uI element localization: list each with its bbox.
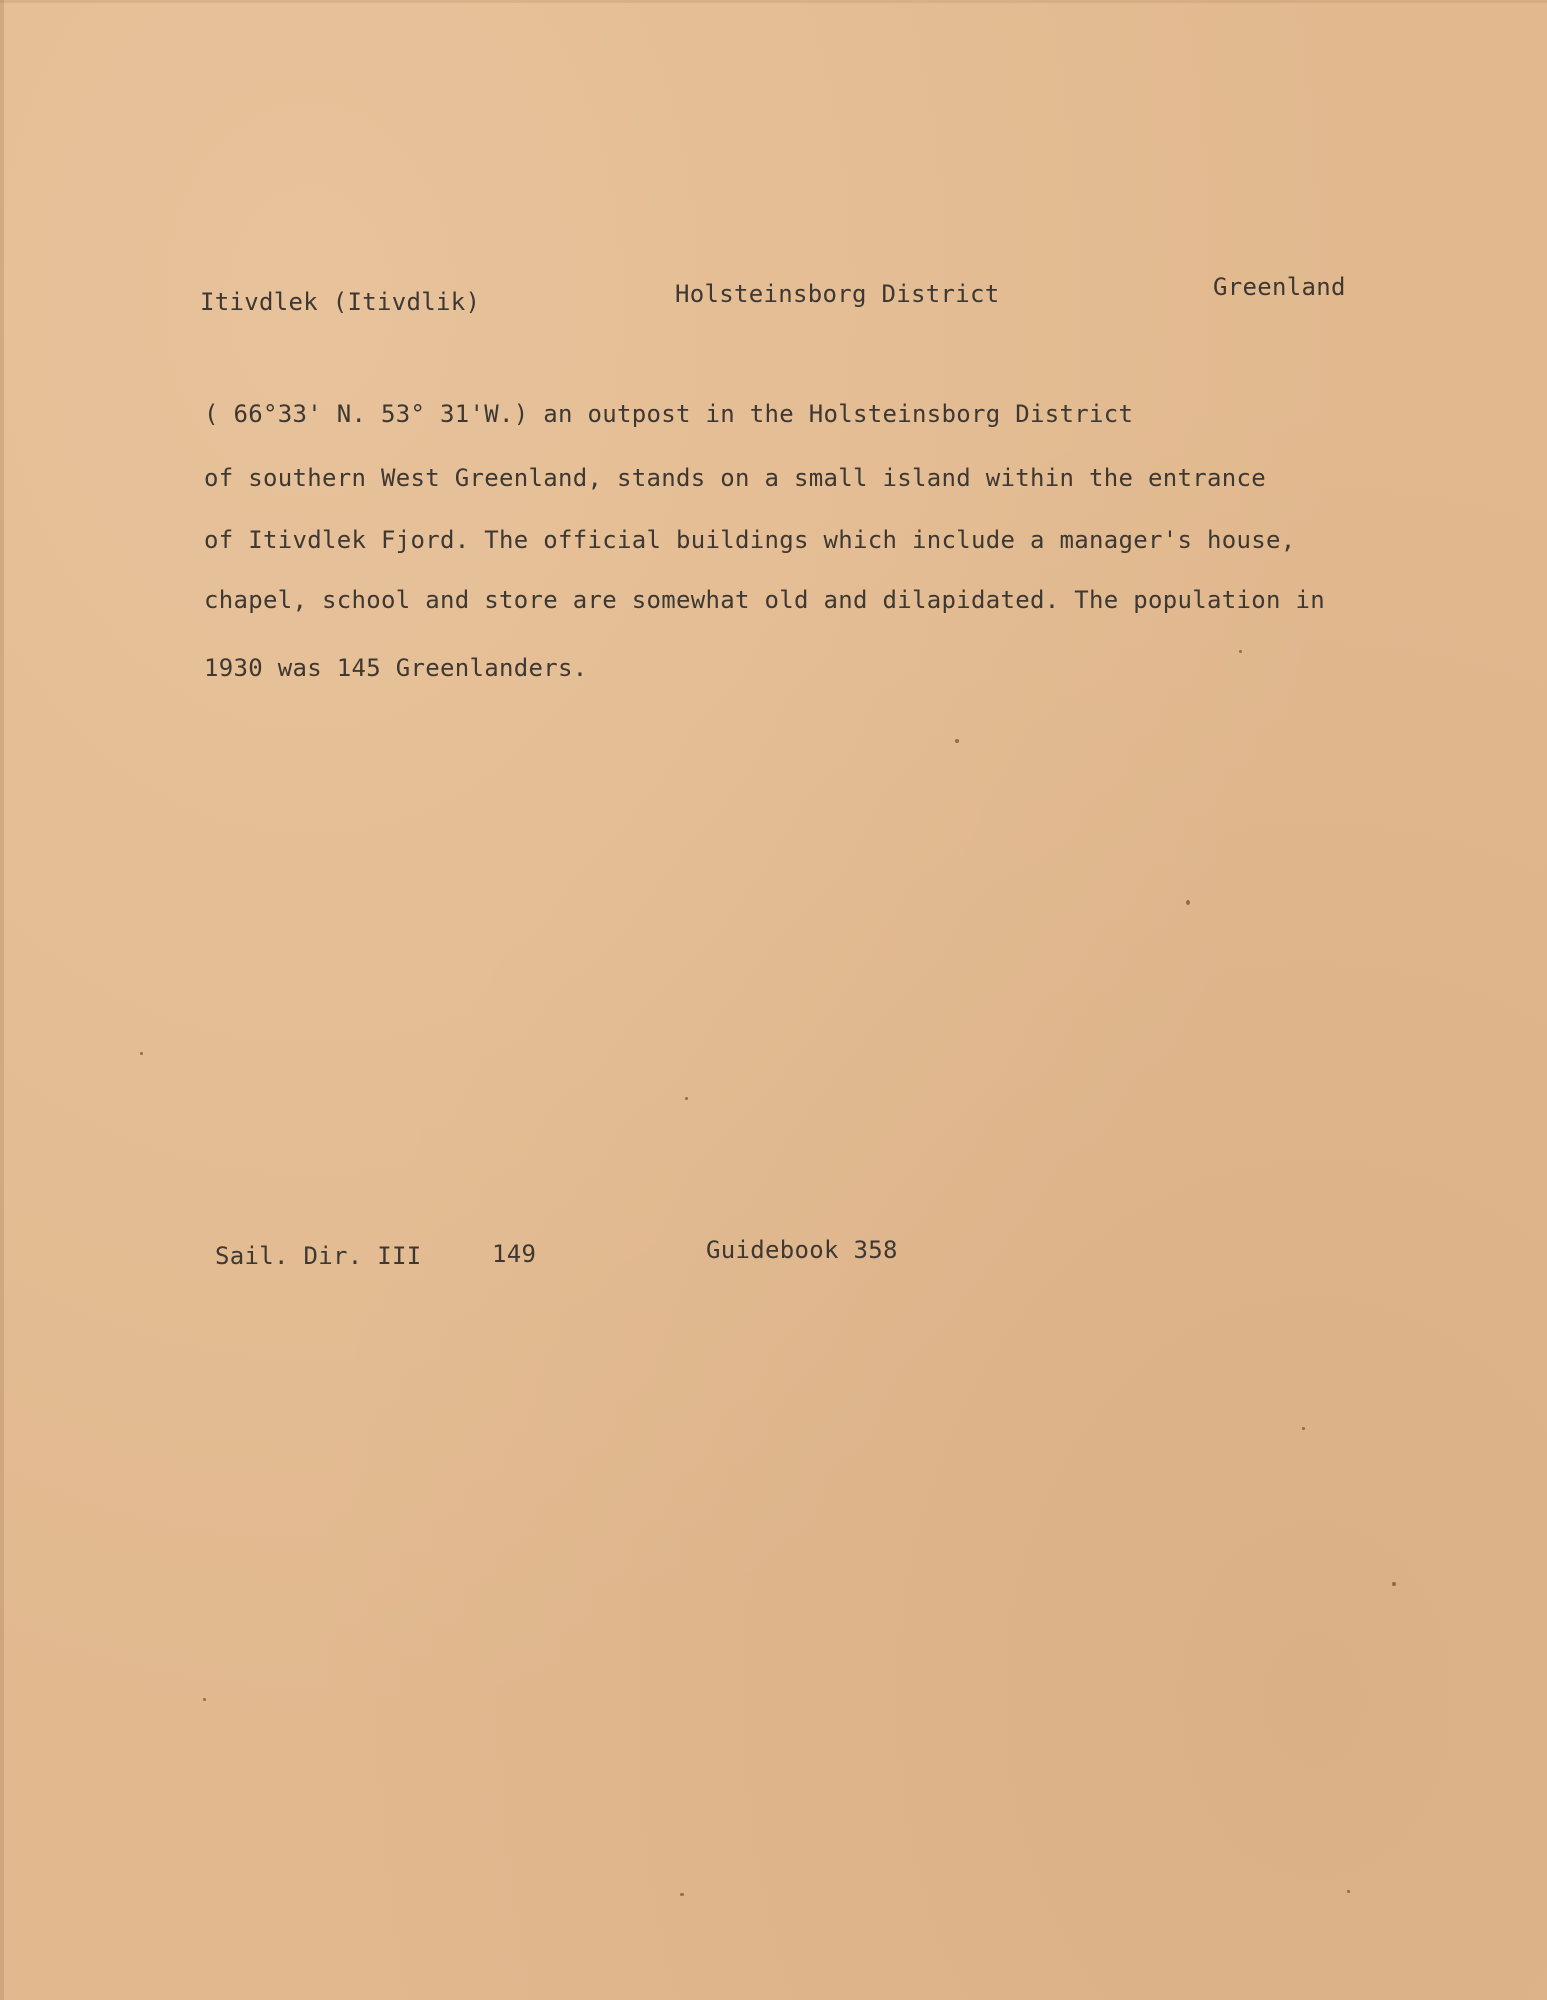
country-name: Greenland — [1213, 273, 1346, 301]
paper-speck — [685, 1097, 688, 1100]
body-line: of southern West Greenland, stands on a small island within the entrance — [204, 464, 1266, 492]
paper-speck — [1239, 650, 1242, 653]
sailing-directions-ref: Sail. Dir. III — [215, 1242, 422, 1270]
page-edge — [0, 0, 1547, 3]
body-line: chapel, school and store are somewhat old and dilapidated. The population in — [204, 586, 1325, 614]
body-line: ( 66°33' N. 53° 31'W.) an outpost in the Holsteinsborg District — [204, 400, 1134, 428]
guidebook-ref: Guidebook 358 — [706, 1236, 898, 1264]
paper-speck — [203, 1698, 206, 1701]
sailing-directions-page: 149 — [492, 1240, 537, 1268]
body-line: 1930 was 145 Greenlanders. — [204, 654, 588, 682]
paper-speck — [1347, 1890, 1350, 1893]
paper-speck — [680, 1893, 684, 1896]
body-line: of Itivdlek Fjord. The official buildings which include a manager's house, — [204, 526, 1296, 554]
paper-speck — [140, 1052, 143, 1055]
paper-speck — [1302, 1427, 1305, 1430]
paper-speck — [1392, 1582, 1396, 1586]
page-edge — [0, 0, 4, 2000]
paper-speck — [955, 739, 959, 743]
district-name: Holsteinsborg District — [675, 280, 1000, 308]
paper-speck — [1186, 900, 1190, 905]
place-name: Itivdlek (Itivdlik) — [200, 288, 481, 316]
